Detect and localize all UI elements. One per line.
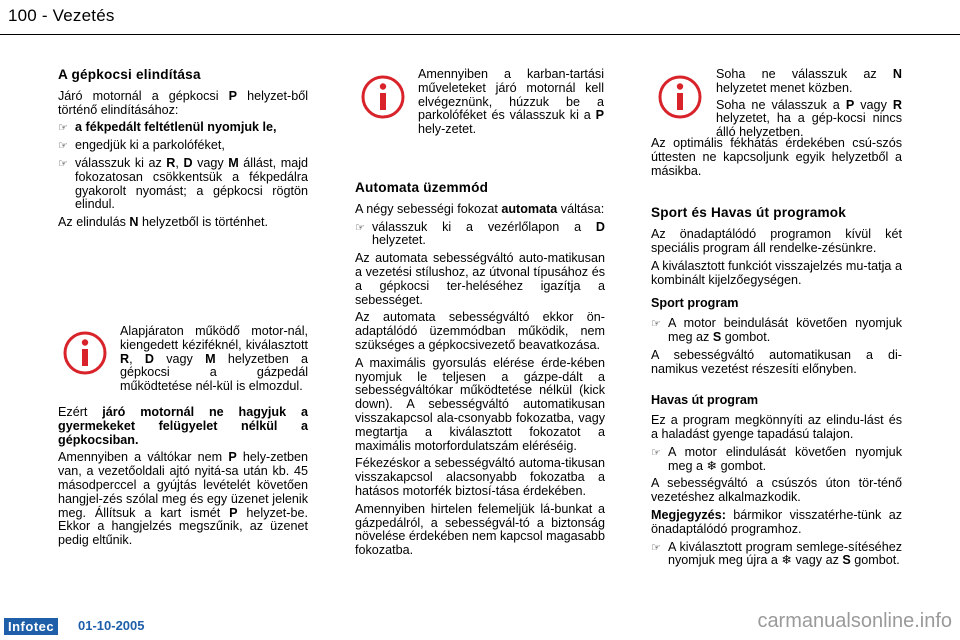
sport-heading: Sport program (651, 296, 739, 311)
sport-paragraph: A sebességváltó automatikusan a di-namikus vezetést részesíti előnyben. (651, 347, 902, 376)
column-1 (58, 68, 308, 234)
programs-paragraph: Az önadaptálódó programon kívül két speciális program áll rendelke-zésünkre. (651, 227, 902, 255)
info-icon (62, 330, 108, 376)
section-heading-programs: Sport és Havas út programok (651, 205, 847, 221)
automatic-paragraph: Az automata sebességváltó auto-matikusan a vezetési stílushoz, az útvonal típusához és a gépkocsi ter-heléséhez igazítja a sebességet. (355, 251, 605, 307)
automatic-intro: A négy sebességi fokozat automata váltása: (355, 201, 605, 216)
snow-bullet: ☞ A kiválasztott program semlege-sítéséhez nyomjuk meg újra a ❄ vagy az S gombot. (651, 539, 902, 568)
column-3 (651, 137, 902, 572)
column-2 (355, 181, 605, 562)
pointing-hand-icon: ☞ (651, 317, 661, 331)
snowflake-icon: ❄ (706, 458, 718, 473)
optimal-braking: Az optimális fékhatás érdekében csú-szós úttesten ne kapcsoljunk egyik helyzetből a másikba. (651, 136, 902, 178)
snow-paragraph: Ez a program megkönnyíti az elindu-lást és a haladást gyenge tapadású talajon. (651, 413, 902, 441)
pointing-hand-icon: ☞ (58, 156, 68, 170)
snow-paragraph: A sebességváltó a csúszós úton tör-ténő vezetéshez alkalmazkodik. (651, 476, 902, 505)
note-neutral: Soha ne válasszuk az N helyzetet menet közben. Soha ne válasszuk a P vagy R helyzetet, ha a gép-kocsi nincs álló helyzetben. (716, 67, 902, 140)
remark: Megjegyzés: bármikor visszatérhe-tünk az önadaptálódó programhoz. (651, 507, 902, 536)
pointing-hand-icon: ☞ (651, 540, 661, 554)
pointing-hand-icon: ☞ (58, 139, 68, 153)
note-idle-creep: Alapjáraton működő motor-nál, kiengedett kéziféknél, kiválasztott R, D vagy M helyzetben a gépkocsi a gázpedál működtetése nél-kül is elmozdul. (120, 324, 308, 394)
warning-children: Ezért járó motornál ne hagyjuk a gyermekeket felügyelet nélkül a gépkocsiban. (58, 405, 308, 447)
start-bullet: ☞ válasszuk ki az R, D vagy M állást, majd fokozatosan csökkentsük a fékpedálra gyakorolt nyomást; a gépkocsi rögtön elindul. (58, 155, 308, 212)
automatic-bullet: ☞ válasszuk ki a vezérlőlapon a D helyzetet. (355, 219, 605, 248)
section-heading-start: A gépkocsi elindítása (58, 67, 201, 82)
header-rule (0, 34, 960, 35)
watermark: carmanualsonline.info (757, 610, 952, 632)
start-intro: Járó motornál a gépkocsi P helyzet-ből történő elindításához: (58, 88, 308, 117)
snow-heading: Havas út program (651, 393, 759, 408)
section-heading-automatic: Automata üzemmód (355, 180, 489, 195)
info-icon (657, 74, 703, 120)
automatic-paragraph: Fékezéskor a sebességváltó automa-tikusan visszakapcsol alacsonyabb fokozatba a hatásos motorfék biztosí-tása érdekében. (355, 456, 605, 498)
pointing-hand-icon: ☞ (651, 445, 661, 459)
snowflake-icon: ❄ (781, 553, 792, 568)
start-bullet: ☞ a fékpedált feltétlenül nyomjuk le, (58, 120, 277, 135)
sport-bullet: ☞ A motor beindulását követően nyomjuk meg az S gombot. (651, 316, 902, 344)
automatic-paragraph: Amennyiben hirtelen felemeljük lá-bunkat a gázpedálról, a sebességvál-tó a biztonság növelése érdekében nem kapcsol magasabb fokozatba. (355, 501, 605, 558)
infotec-logo: Infotec (4, 618, 58, 635)
automatic-paragraph: Az automata sebességváltó ekkor ön-adaptálódó üzemmódban működik, nem szükséges a gépkocsivezető beavatkozása. (355, 310, 605, 352)
info-icon (360, 74, 406, 120)
page-header: 100 - Vezetés (8, 6, 115, 25)
automatic-paragraph: A maximális gyorsulás elérése érde-kében nyomjuk le teljesen a gázpe-dált a sebességváltókar működtetése nélkül (kick down). A sebességváltó automatikusan visszakapcsol ala-csonyabb fokozatba, vagy megtartja a kiválasztott fokozatot a maximális motorfordulatszám eléréséig. (355, 355, 605, 453)
programs-paragraph: A kiválasztott funkciót visszajelzés mu-tatja a kombinált kijelzőegységen. (651, 258, 902, 287)
note-maintenance: Amennyiben a karban-tartási műveleteket járó motornál kell elvégeznünk, húzzuk be a parkolóféket és válasszuk ki a P hely-zetet. (418, 67, 604, 137)
column-1-lower (58, 406, 308, 552)
start-neutral: Az elindulás N helyzetből is történhet. (58, 215, 269, 230)
footer-date: 01-10-2005 (78, 618, 145, 633)
lever-warning: Amennyiben a váltókar nem P hely-zetben van, a vezetőoldali ajtó nyitá-sa után kb. 45 másodperccel a gyújtás levételét követően hangjel-zés szólal meg és egy üzenet jelenik meg. Állítsuk a kart ismét P helyzet-be. Ekkor a hangjelzés megszűnik, az üzenet pedig eltűnik. (58, 450, 309, 548)
pointing-hand-icon: ☞ (355, 220, 365, 234)
start-bullet: ☞ engedjük ki a parkolóféket, (58, 138, 225, 153)
snow-bullet: ☞ A motor elindulását követően nyomjuk meg a ❄ gombot. (651, 444, 902, 473)
pointing-hand-icon: ☞ (58, 121, 68, 135)
